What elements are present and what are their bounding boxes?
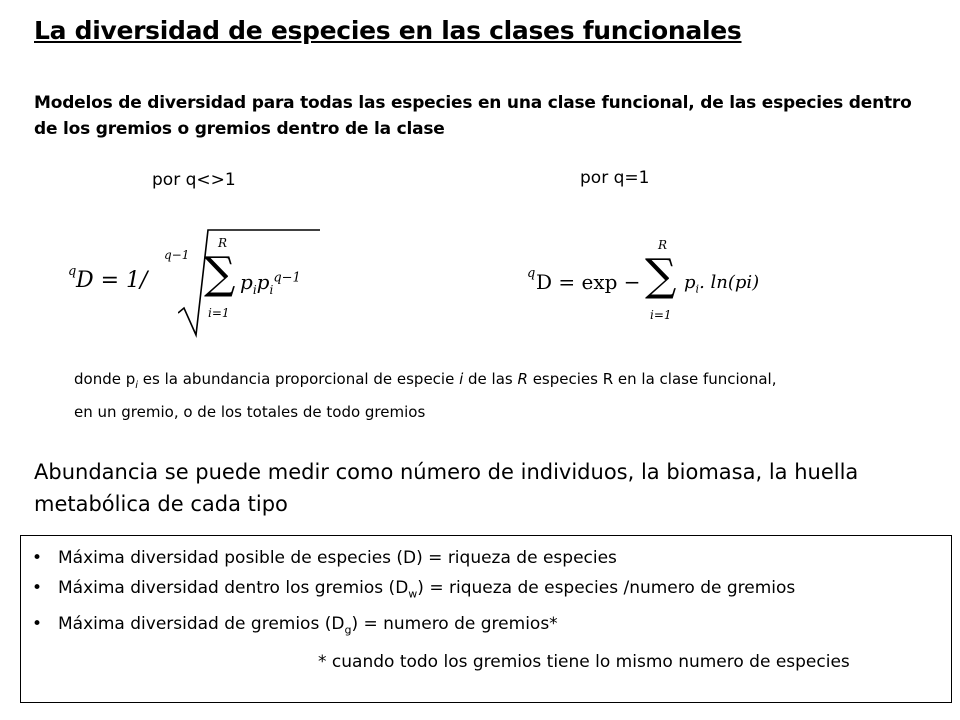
- abundance-text: Abundancia se puede medir como número de individuos, la biomasa, la huella metabólica de cada tipo: [34, 460, 859, 516]
- formula-right-lhs-super: q: [527, 266, 536, 281]
- case-label-right: por q=1: [580, 168, 650, 188]
- formula-left-sum-lower: i=1: [208, 306, 230, 320]
- formula-left-root-index: q−1: [164, 248, 190, 262]
- formula-right-sum-upper: R: [658, 238, 668, 252]
- formula-left-lhs: D = 1/: [76, 268, 148, 293]
- formula-left-lhs-super: q: [68, 264, 77, 279]
- definition-note: donde $p_i$ es la abundancia proporcional de especie i de las R especies R en la clase funcional, en un gremio, o de los totales de todo gremios: [74, 370, 777, 421]
- bullet-item: • Máxima diversidad de gremios $(D_g)$ = numero de gremios*: [32, 614, 558, 637]
- subtitle: Modelos de diversidad para todas las especies en una clase funcional, de las especies dentro de los gremios o gremios dentro de la clase: [34, 93, 912, 139]
- summation-icon: ∑: [204, 248, 236, 299]
- formula-right-sum-lower: i=1: [650, 308, 672, 322]
- bullet-icon: •: [32, 548, 43, 568]
- formula-left-sum-upper: R: [218, 236, 228, 250]
- summation-icon: ∑: [645, 250, 677, 301]
- bullet-item: • Máxima diversidad dentro los gremios $(D_w)$ = riqueza de especies /numero de gremios: [32, 578, 796, 601]
- footnote: * cuando todo los gremios tiene lo mismo numero de especies: [318, 652, 850, 672]
- formula-right-lhs: D = exp −: [536, 270, 641, 294]
- bullet-icon: •: [32, 614, 43, 634]
- bullet-icon: •: [32, 578, 43, 598]
- formula-left-term: $p_ip_i^{q-1}$: [240, 270, 301, 297]
- case-label-left: por q<>1: [152, 170, 236, 190]
- bullet-item: • Máxima diversidad posible de especies (D) = riqueza de especies: [32, 548, 617, 568]
- formula-right-term: $p_i$. ln(pi): [684, 272, 760, 296]
- page-title: La diversidad de especies en las clases funcionales: [34, 16, 742, 45]
